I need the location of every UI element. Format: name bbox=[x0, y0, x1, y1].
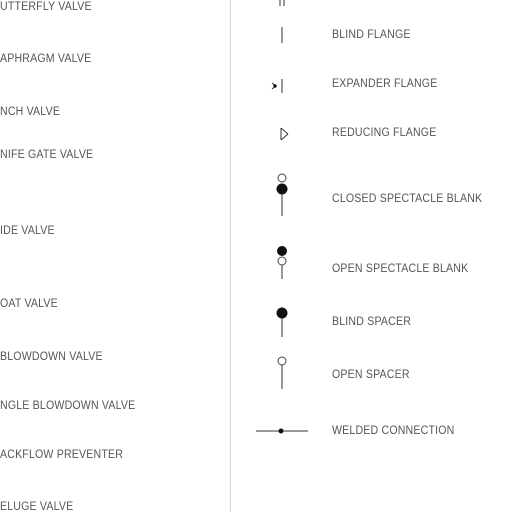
legend-label-deluge-valve: ELUGE VALVE bbox=[0, 501, 74, 513]
column-divider bbox=[230, 0, 231, 512]
legend-label-pinch-valve: NCH VALVE bbox=[0, 106, 61, 118]
legend-label-blind-spacer: BLIND SPACER bbox=[332, 316, 412, 328]
legend-label-float-valve: OAT VALVE bbox=[0, 298, 58, 310]
blind-flange-icon bbox=[276, 26, 290, 44]
welded-connection-icon bbox=[254, 424, 310, 438]
legend-label-knife-gate-valve: NIFE GATE VALVE bbox=[0, 149, 94, 161]
legend-label-closed-spectacle-blank: CLOSED SPECTACLE BLANK bbox=[332, 193, 483, 205]
legend-label-expander-flange: EXPANDER FLANGE bbox=[332, 78, 438, 90]
legend-label-blind-flange: BLIND FLANGE bbox=[332, 29, 411, 41]
partial-flange-icon bbox=[276, 0, 290, 8]
closed-spectacle-blank-icon bbox=[274, 172, 290, 218]
reducing-flange-icon bbox=[278, 126, 294, 142]
legend-label-angle-blowdown-valve: NGLE BLOWDOWN VALVE bbox=[0, 400, 136, 412]
legend-label-butterfly-valve: UTTERFLY VALVE bbox=[0, 1, 92, 13]
legend-label-open-spectacle-blank: OPEN SPECTACLE BLANK bbox=[332, 263, 469, 275]
expander-flange-icon bbox=[270, 77, 290, 95]
legend-label-blowdown-valve: BLOWDOWN VALVE bbox=[0, 351, 103, 363]
legend-label-diaphragm-valve: APHRAGM VALVE bbox=[0, 53, 92, 65]
legend-label-backflow-preventer: ACKFLOW PREVENTER bbox=[0, 449, 124, 461]
legend-label-welded-connection: WELDED CONNECTION bbox=[332, 425, 455, 437]
open-spacer-icon bbox=[274, 353, 290, 391]
legend-label-slide-valve: IDE VALVE bbox=[0, 225, 55, 237]
legend-label-open-spacer: OPEN SPACER bbox=[332, 369, 410, 381]
open-spectacle-blank-icon bbox=[274, 245, 290, 281]
legend-label-reducing-flange: REDUCING FLANGE bbox=[332, 127, 437, 139]
blind-spacer-icon bbox=[274, 305, 290, 339]
